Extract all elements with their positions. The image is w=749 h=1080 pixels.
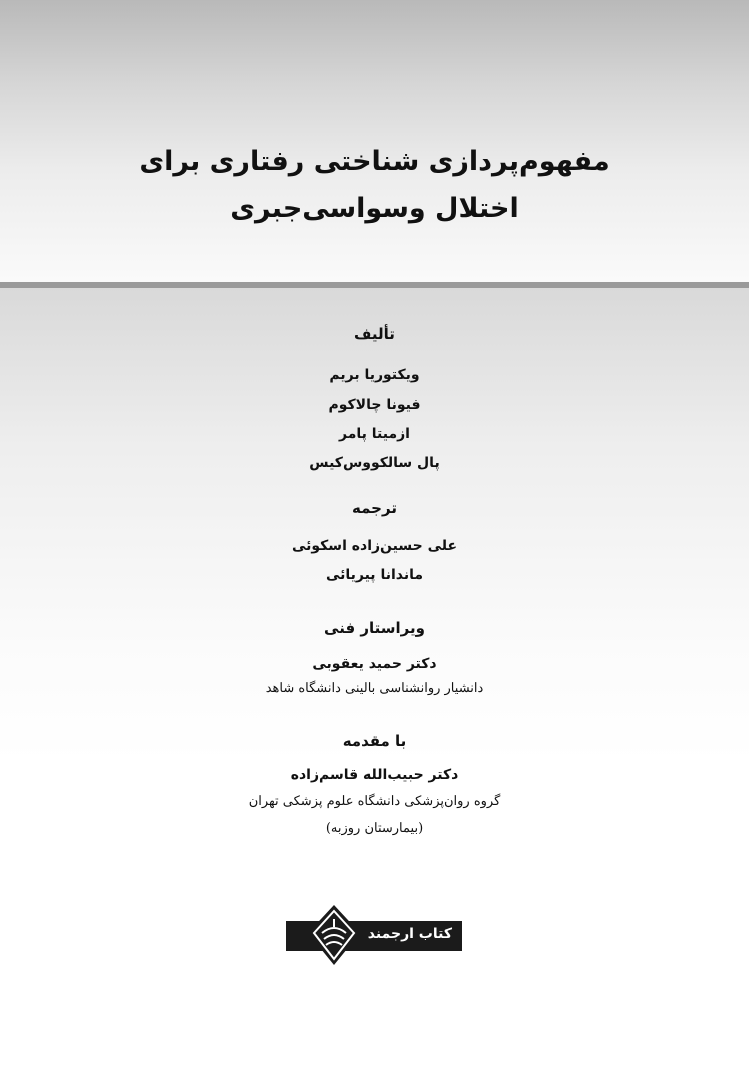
header-band	[0, 0, 749, 282]
publisher-name: کتاب ارجمند	[367, 926, 452, 942]
publisher-book-emblem-icon	[300, 903, 370, 971]
technical-editor-affiliation: دانشیار روانشناسی بالینی دانشگاه شاهد	[265, 681, 484, 696]
book-title-line-2: اختلال وسواسی‌جبری	[230, 193, 519, 224]
translator-name: ماندانا پیریائی	[325, 567, 424, 583]
book-title-line-1: مفهوم‌پردازی شناختی رفتاری برای	[139, 146, 610, 177]
author-name: ازمیتا پامر	[339, 426, 410, 442]
technical-editor-heading: ویراستار فنی	[324, 619, 425, 637]
translator-name: علی حسین‌زاده اسکوئی	[291, 538, 458, 554]
author-name: ویکتوریا بریم	[329, 367, 420, 383]
translation-heading: ترجمه	[352, 499, 397, 517]
foreword-affiliation-note: (بیمارستان روزبه)	[325, 821, 424, 836]
author-name: فیونا چالاکوم	[328, 397, 421, 413]
authors-heading: تألیف	[354, 325, 395, 343]
publisher-logo	[286, 903, 462, 967]
foreword-author-affiliation: گروه روان‌پزشکی دانشگاه علوم پزشکی تهران	[248, 794, 501, 809]
technical-editor-name: دکتر حمید یعقوبی	[312, 656, 437, 672]
foreword-heading: با مقدمه	[342, 732, 407, 750]
author-name: پال سالکووس‌کیس	[309, 455, 440, 471]
foreword-author-name: دکتر حبیب‌الله قاسم‌زاده	[290, 767, 459, 783]
